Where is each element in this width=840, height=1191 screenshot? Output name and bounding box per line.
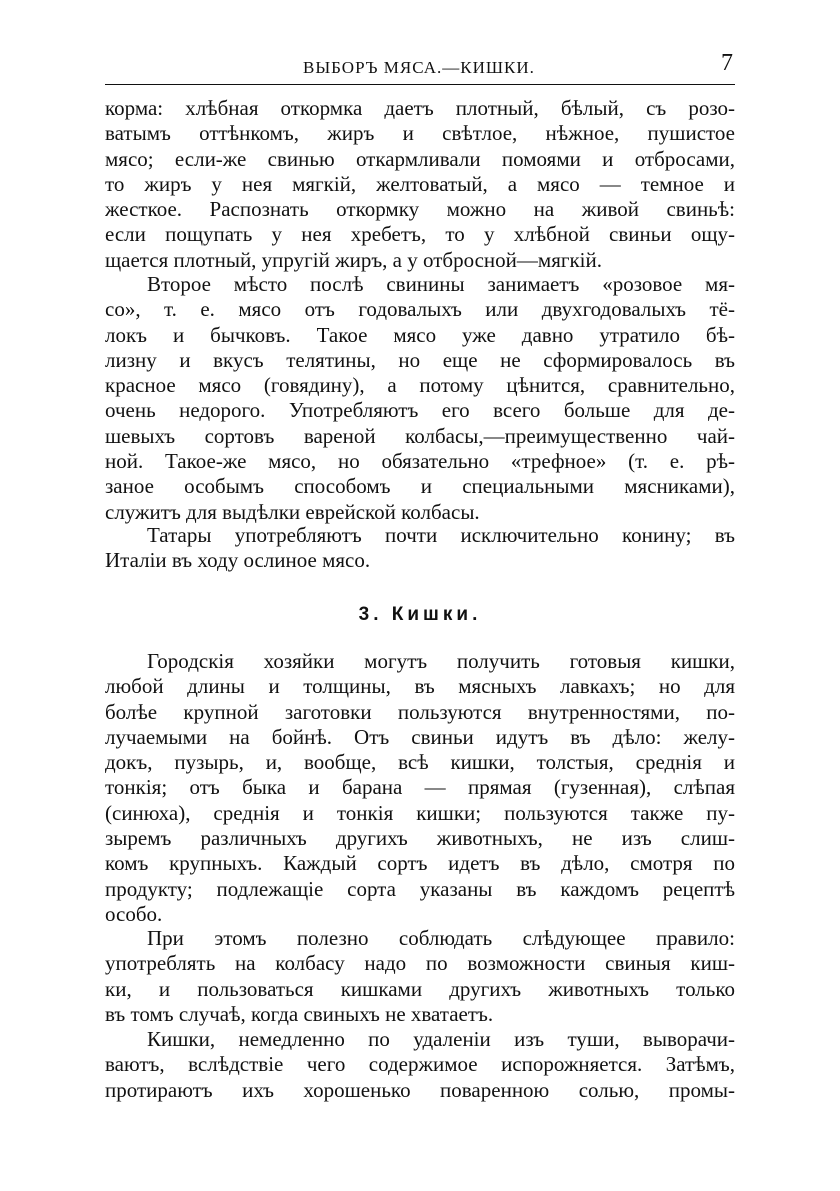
- text-line: Кишки, немедленно по удаленіи изъ туши, выворачи-: [147, 1027, 735, 1051]
- text-line: мясо; если-же свинью откармливали помоями и отбросами,: [105, 146, 735, 171]
- text-line: зыремъ различныхъ другихъ животныхъ, не изъ слиш-: [105, 826, 735, 851]
- text-line: если пощупать у нея хребетъ, то у хлѣбной свиньи ощу-: [105, 222, 735, 247]
- text-line: въ томъ случаѣ, когда свиныхъ не хватаетъ.: [105, 1001, 494, 1026]
- text-line: При этомъ полезно соблюдать слѣдующее правило:: [147, 926, 735, 950]
- text-line: особо.: [105, 901, 163, 926]
- text-line: локъ и бычковъ. Такое мясо уже давно утратило бѣ-: [105, 322, 735, 347]
- text-line: (синюха), среднія и тонкія кишки; пользуются также пу-: [105, 800, 735, 825]
- text-line: красное мясо (говядину), а потому цѣнится, сравнительно,: [105, 373, 735, 398]
- paragraph-rule: [105, 926, 735, 1027]
- text-line: корма: хлѣбная откормка даетъ плотный, бѣлый, съ розо-: [105, 96, 735, 120]
- paragraph-feeding: [105, 96, 735, 273]
- page-number: 7: [721, 50, 733, 76]
- paragraph-horse-meat: [105, 523, 735, 574]
- text-line: продукту; подлежащіе сорта указаны въ каждомъ рецептѣ: [105, 876, 735, 901]
- text-line: употреблять на колбасу надо по возможности свиныя киш-: [105, 951, 735, 976]
- text-line: со», т. е. мясо отъ годовалыхъ или двухгодовалыхъ тё-: [105, 297, 735, 322]
- section-heading: 3. Кишки.: [358, 604, 482, 625]
- text-line: лизну и вкусъ телятины, но еще не сформировалось въ: [105, 347, 735, 372]
- paragraph-casings-sources: [105, 649, 735, 927]
- text-line: щается плотный, упругій жиръ, а у отбросной—мягкій.: [105, 247, 602, 272]
- text-line: Городскія хозяйки могутъ получить готовыя кишки,: [147, 649, 735, 673]
- text-line: ки, и пользоваться кишками другихъ животныхъ только: [105, 976, 735, 1001]
- text-line: очень недорого. Употребляютъ его всего больше для де-: [105, 398, 735, 423]
- text-line: то жиръ у нея мягкій, желтоватый, а мясо — темное и: [105, 171, 735, 196]
- running-title: ВЫБОРЪ МЯСА.—КИШКИ.: [303, 58, 535, 77]
- running-header: [105, 50, 735, 82]
- text-line: ватымъ оттѣнкомъ, жиръ и свѣтлое, нѣжное, пушистое: [105, 121, 735, 146]
- text-line: Италіи въ ходу ослиное мясо.: [105, 548, 371, 573]
- text-line: служитъ для выдѣлки еврейской колбасы.: [105, 499, 480, 524]
- text-line: лучаемыми на бойнѣ. Отъ свиньи идутъ въ дѣло: желу-: [105, 724, 735, 749]
- text-line: шевыхъ сортовъ вареной колбасы,—преимущественно чай-: [105, 423, 735, 448]
- text-line: ваютъ, вслѣдствіе чего содержимое испорожняется. Затѣмъ,: [105, 1052, 735, 1077]
- header-rule: [105, 84, 735, 85]
- text-line: протираютъ ихъ хорошенько поваренною солью, промы-: [105, 1077, 735, 1102]
- text-line: любой длины и толщины, въ мясныхъ лавкахъ; но для: [105, 674, 735, 699]
- text-line: заное особымъ способомъ и специальными мясниками),: [105, 474, 735, 499]
- text-line: докъ, пузырь, и, вообще, всѣ кишки, толстыя, среднія и: [105, 750, 735, 775]
- text-line: Второе мѣсто послѣ свинины занимаетъ «розовое мя-: [147, 272, 735, 296]
- text-line: тонкія; отъ быка и барана — прямая (гузенная), слѣпая: [105, 775, 735, 800]
- paragraph-cleaning: [105, 1027, 735, 1103]
- text-line: болѣе крупной заготовки пользуются внутренностями, по-: [105, 699, 735, 724]
- text-line: жесткое. Распознать откормку можно на живой свиньѣ:: [105, 197, 735, 222]
- text-line: Татары употребляютъ почти исключительно конину; въ: [147, 523, 735, 547]
- paragraph-pink-meat: [105, 272, 735, 525]
- text-line: комъ крупныхъ. Каждый сортъ идетъ въ дѣло, смотря по: [105, 851, 735, 876]
- text-line: ной. Такое-же мясо, но обязательно «трефное» (т. е. рѣ-: [105, 449, 735, 474]
